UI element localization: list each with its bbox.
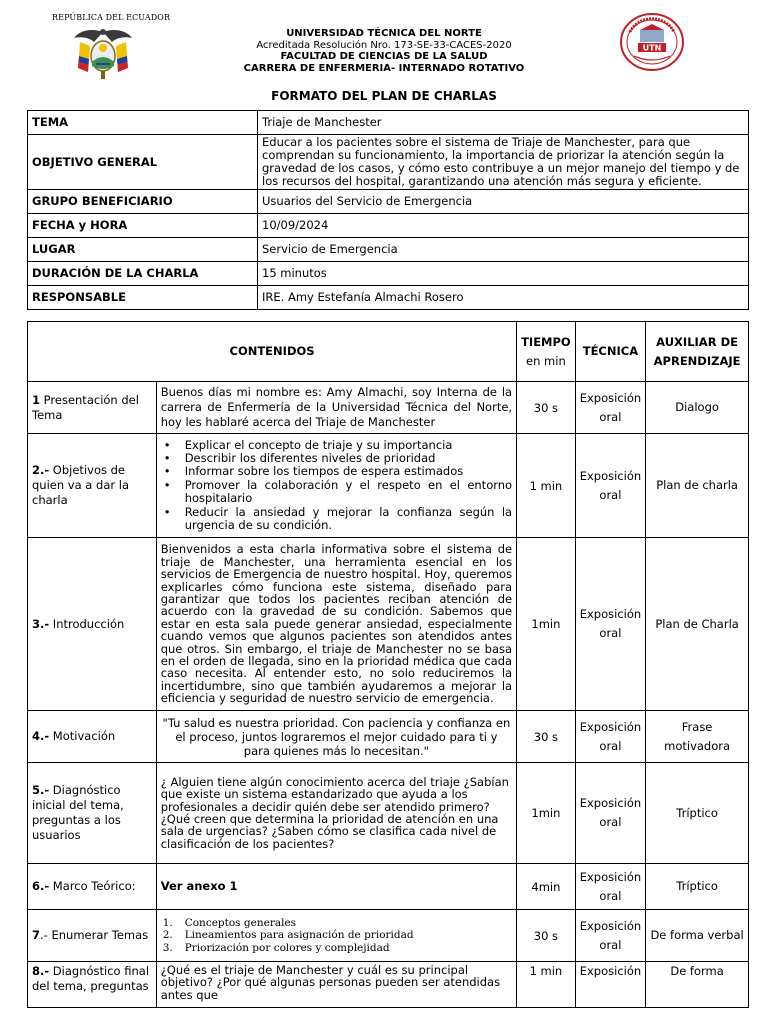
plan-table — [27, 321, 749, 1008]
info-table — [27, 110, 749, 310]
info-value: 15 minutos — [258, 262, 749, 286]
row-label: 2.- Objetivos de quien va a dar la charla — [28, 434, 157, 538]
row-content — [156, 910, 516, 962]
row-technique: Exposición oral — [575, 910, 645, 962]
row-label: 8.- Diagnóstico final del tema, preguntas — [28, 962, 157, 1008]
info-row-tema — [28, 111, 749, 135]
row-time: 1 min — [517, 962, 576, 1008]
utn-seal-logo — [618, 12, 686, 72]
university-name: UNIVERSIDAD TÉCNICA DEL NORTE — [286, 28, 482, 39]
plan-row-6 — [28, 864, 749, 910]
row-label: 4.- Motivación — [28, 711, 157, 763]
objectives-list — [161, 439, 512, 533]
info-row-objetivo — [28, 135, 749, 190]
row-technique: Exposición oral — [575, 538, 645, 711]
plan-row-3 — [28, 538, 749, 711]
header-tiempo — [517, 322, 576, 382]
row-label: 5.- Diagnóstico inicial del tema, preguntas a los usuarios — [28, 763, 157, 864]
topic-item: 3. Priorización por colores y complejidad — [162, 941, 390, 954]
ecuador-coat-of-arms — [72, 26, 134, 82]
row-label: 7.- Enumerar Temas — [28, 910, 157, 962]
row-time: 4min — [517, 864, 576, 910]
row-aux: Frase motivadora — [646, 711, 749, 763]
topic-item: 1. Conceptos generales — [162, 916, 297, 929]
row-technique: Exposición oral — [575, 763, 645, 864]
career-name: CARRERA DE ENFERMERIA- INTERNADO ROTATIVO — [243, 62, 525, 74]
info-key: DURACIÓN DE LA CHARLA — [28, 262, 258, 286]
row-aux: Plan de Charla — [646, 538, 749, 711]
row-content: Buenos días mi nombre es: Amy Almachi, soy Interna de la carrera de Enfermería de la Universidad Técnica del Norte, hoy les hablaré acerca del Triaje de Manchester — [156, 382, 516, 434]
plan-row-7 — [28, 910, 749, 962]
info-row-grupo — [28, 190, 749, 214]
row-time: 1 min — [517, 434, 576, 538]
row-aux: Dialogo — [646, 382, 749, 434]
row-time: 30 s — [517, 711, 576, 763]
document-title: FORMATO DEL PLAN DE CHARLAS — [271, 89, 497, 103]
header-tiempo-unit: en min — [526, 353, 566, 368]
info-key: RESPONSABLE — [28, 286, 258, 310]
row-content: "Tu salud es nuestra prioridad. Con paciencia y confianza en el proceso, juntos lograremos el mejor cuidado para ti y para quienes más lo necesitan." — [156, 711, 516, 763]
plan-row-2 — [28, 434, 749, 538]
header-contenidos: CONTENIDOS — [28, 322, 517, 382]
info-value: Triaje de Manchester — [258, 111, 749, 135]
plan-row-1 — [28, 382, 749, 434]
info-row-responsable — [28, 286, 749, 310]
row-technique: Exposición — [575, 962, 645, 1008]
row-technique: Exposición oral — [575, 382, 645, 434]
row-time: 30 s — [517, 910, 576, 962]
header-tecnica: TÉCNICA — [575, 322, 645, 382]
republic-label: REPÚBLICA DEL ECUADOR — [52, 13, 171, 22]
document-header — [0, 0, 768, 88]
row-time: 1min — [517, 538, 576, 711]
row-time: 1min — [517, 763, 576, 864]
row-label: 6.- Marco Teórico: — [28, 864, 157, 910]
objective-item: • Describir los diferentes niveles de prioridad — [161, 452, 512, 465]
row-aux: Tríptico — [646, 864, 749, 910]
info-value: Servicio de Emergencia — [258, 238, 749, 262]
row-label: 1 Presentación del Tema — [28, 382, 157, 434]
svg-text:UTN: UTN — [642, 43, 662, 53]
info-key: OBJETIVO GENERAL — [28, 135, 258, 190]
row-content: Bienvenidos a esta charla informativa sobre el sistema de triaje de Manchester, una herramienta esencial en los servicios de Emergencia de nuestro hospital. Hoy, queremos explicarles cómo funciona este sistema, diseñado para garantizar que todos los pacientes reciban atención de acuerdo con la gravedad de su condición. Sabemos que estar en esta sala puede generar ansiedad, especialmente cuando vemos que algunos pacientes son atendidos antes que otros. Sin embargo, el triaje de Manchester no se basa en el orden de llegada, sino en la prioridad médica que cada caso necesita. Al entender esto, no solo reduciremos la incertidumbre, sino que también ayudaremos a mejorar la eficiencia y seguridad de nuestro servicio de emergencia. — [156, 538, 516, 711]
row-content — [156, 434, 516, 538]
row-content: Ver anexo 1 — [156, 864, 516, 910]
row-aux: Plan de charla — [646, 434, 749, 538]
info-key: FECHA y HORA — [28, 214, 258, 238]
row-label: 3.- Introducción — [28, 538, 157, 711]
faculty-name: FACULTAD DE CIENCIAS DE LA SALUD — [280, 51, 488, 62]
header-tiempo-label: TIEMPO — [521, 334, 571, 349]
accreditation-line: Acreditada Resolución Nro. 173-SE-33-CACES-2020 — [256, 39, 512, 51]
topic-item: 2. Lineamientos para asignación de prioridad — [162, 929, 414, 942]
plan-row-4 — [28, 711, 749, 763]
info-value: 10/09/2024 — [258, 214, 749, 238]
info-value: Usuarios del Servicio de Emergencia — [258, 190, 749, 214]
row-aux: Tríptico — [646, 763, 749, 864]
plan-header-row — [28, 322, 749, 382]
row-aux: De forma verbal — [646, 910, 749, 962]
info-row-lugar — [28, 238, 749, 262]
row-content: ¿ Alguien tiene algún conocimiento acerca del triaje ¿Sabían que existe un sistema estandarizado que ayuda a los profesionales a decidir quién debe ser atendido primero? ¿Qué creen que determina la prioridad de atención en una sala de urgencias? ¿Saben cómo se clasifica cada nivel de clasificación de los pacientes? — [156, 763, 516, 864]
plan-row-8 — [28, 962, 749, 1008]
row-technique: Exposición oral — [575, 434, 645, 538]
objective-item: • Promover la colaboración y el respeto en el entorno hospitalario — [161, 479, 512, 506]
info-key: LUGAR — [28, 238, 258, 262]
objective-item: • Reducir la ansiedad y mejorar la confianza según la urgencia de su condición. — [161, 506, 512, 533]
objective-item: • Informar sobre los tiempos de espera estimados — [161, 465, 512, 478]
objective-item: • Explicar el concepto de triaje y su importancia — [161, 439, 512, 452]
university-heading — [180, 28, 588, 74]
row-technique: Exposición oral — [575, 711, 645, 763]
row-content: ¿Qué es el triaje de Manchester y cuál es su principal objetivo? ¿Por qué algunas personas pueden ser atendidas antes que — [156, 962, 516, 1008]
info-row-fecha — [28, 214, 749, 238]
info-key: TEMA — [28, 111, 258, 135]
info-key: GRUPO BENEFICIARIO — [28, 190, 258, 214]
row-aux: De forma — [646, 962, 749, 1008]
row-time: 30 s — [517, 382, 576, 434]
info-value: Educar a los pacientes sobre el sistema de Triaje de Manchester, para que comprendan su funcionamiento, la importancia de priorizar la atención según la gravedad de los casos, y cómo esto contribuye a un mejor manejo del tiempo y de los recursos del hospital, garantizando una atención más segura y eficiente. — [258, 135, 749, 190]
header-auxiliar: AUXILIAR DE APRENDIZAJE — [646, 322, 749, 382]
plan-row-5 — [28, 763, 749, 864]
topics-list — [161, 917, 512, 955]
info-row-duracion — [28, 262, 749, 286]
row-technique: Exposición oral — [575, 864, 645, 910]
info-value: IRE. Amy Estefanía Almachi Rosero — [258, 286, 749, 310]
